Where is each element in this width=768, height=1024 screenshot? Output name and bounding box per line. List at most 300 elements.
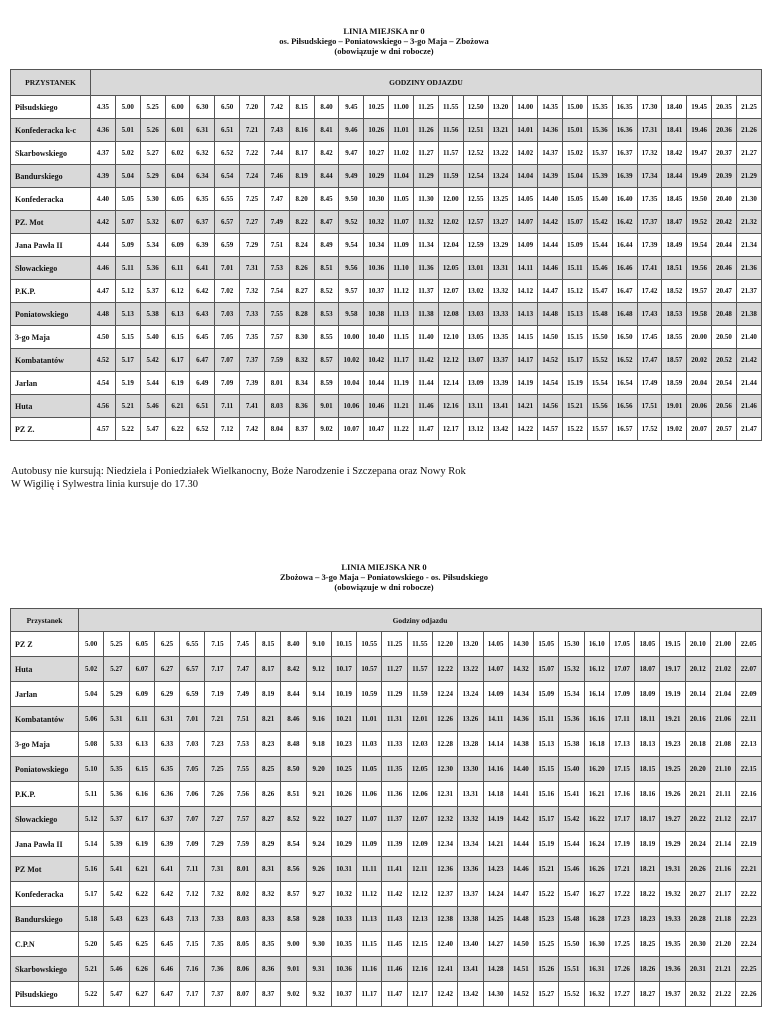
departure-time: 14.19: [513, 372, 538, 395]
departure-time: 14.42: [538, 211, 563, 234]
departure-time: 5.43: [104, 907, 129, 932]
departure-time: 10.57: [357, 657, 382, 682]
departure-time: 14.48: [508, 907, 533, 932]
departure-time: 8.45: [314, 188, 339, 211]
departure-time: 5.17: [79, 882, 104, 907]
departure-time: 21.32: [736, 211, 761, 234]
departure-time: 5.30: [140, 188, 165, 211]
departure-time: 21.02: [711, 657, 736, 682]
departure-time: 7.43: [264, 119, 289, 142]
departure-time: 7.33: [205, 907, 230, 932]
departure-time: 6.27: [154, 657, 179, 682]
departure-time: 19.52: [687, 211, 712, 234]
departure-time: 8.17: [289, 142, 314, 165]
departure-time: 15.09: [534, 682, 559, 707]
stop-name: Bandurskiego: [11, 165, 91, 188]
departure-time: 19.21: [660, 707, 685, 732]
departure-time: 18.22: [635, 882, 660, 907]
departure-time: 5.20: [79, 932, 104, 957]
departure-time: 12.08: [438, 303, 463, 326]
departure-time: 6.29: [154, 682, 179, 707]
departure-time: 14.07: [483, 657, 508, 682]
departure-time: 7.51: [264, 234, 289, 257]
departure-time: 6.51: [215, 119, 240, 142]
departure-time: 22.13: [736, 732, 762, 757]
departure-time: 8.27: [289, 280, 314, 303]
departure-time: 6.39: [154, 832, 179, 857]
departure-time: 16.14: [584, 682, 609, 707]
departure-time: 6.09: [165, 234, 190, 257]
departure-time: 11.12: [357, 882, 382, 907]
departure-time: 6.42: [154, 882, 179, 907]
stop-name: Huta: [11, 657, 79, 682]
departure-time: 5.05: [115, 188, 140, 211]
departure-time: 5.33: [104, 732, 129, 757]
departure-time: 11.00: [389, 96, 414, 119]
departure-time: 20.07: [687, 418, 712, 441]
departure-time: 8.15: [289, 96, 314, 119]
departure-time: 6.35: [154, 757, 179, 782]
departure-time: 13.03: [463, 303, 488, 326]
departure-time: 22.24: [736, 932, 762, 957]
departure-time: 21.11: [711, 782, 736, 807]
departure-time: 5.07: [115, 211, 140, 234]
departure-time: 15.44: [587, 234, 612, 257]
departure-time: 13.20: [458, 632, 483, 657]
stop-name: Skarbowskiego: [11, 957, 79, 982]
departure-time: 9.49: [339, 165, 364, 188]
departure-time: 19.36: [660, 957, 685, 982]
stop-name: C.P.N: [11, 932, 79, 957]
departure-time: 14.37: [538, 142, 563, 165]
departure-time: 11.42: [382, 882, 407, 907]
departure-time: 4.57: [91, 418, 116, 441]
departure-time: 10.36: [331, 957, 356, 982]
stop-column-header: PRZYSTANEK: [11, 70, 91, 96]
departure-time: 17.17: [609, 807, 634, 832]
departure-time: 6.37: [190, 211, 215, 234]
departure-time: 4.44: [91, 234, 116, 257]
departure-time: 6.55: [180, 632, 205, 657]
timetable-2-title: LINIA MIEJSKA NR 0: [341, 562, 427, 572]
departure-time: 12.01: [407, 707, 432, 732]
departure-time: 10.17: [331, 657, 356, 682]
departure-time: 5.40: [140, 326, 165, 349]
departure-time: 14.28: [483, 957, 508, 982]
departure-time: 13.39: [488, 372, 513, 395]
departure-time: 22.16: [736, 782, 762, 807]
departure-time: 10.47: [364, 418, 389, 441]
departure-time: 16.47: [612, 280, 637, 303]
departure-time: 12.13: [407, 907, 432, 932]
timetable-row: [11, 732, 762, 757]
departure-time: 20.52: [712, 349, 737, 372]
departure-time: 5.11: [115, 257, 140, 280]
departure-time: 21.18: [711, 907, 736, 932]
timetable-row: [11, 303, 762, 326]
departure-time: 8.07: [230, 982, 255, 1007]
departure-time: 8.42: [281, 657, 306, 682]
departure-time: 15.40: [559, 757, 584, 782]
timetable-row: [11, 326, 762, 349]
departure-time: 14.30: [483, 982, 508, 1007]
departure-time: 6.59: [215, 234, 240, 257]
departure-time: 12.55: [463, 188, 488, 211]
departure-time: 11.17: [357, 982, 382, 1007]
departure-time: 12.54: [463, 165, 488, 188]
departure-time: 13.29: [488, 234, 513, 257]
departure-time: 13.38: [458, 907, 483, 932]
departure-time: 8.51: [314, 257, 339, 280]
departure-time: 7.59: [230, 832, 255, 857]
departure-time: 17.05: [609, 632, 634, 657]
departure-time: 13.20: [488, 96, 513, 119]
departure-time: 8.17: [255, 657, 280, 682]
departure-time: 7.03: [180, 732, 205, 757]
departure-time: 21.42: [736, 349, 761, 372]
departure-time: 18.52: [662, 280, 687, 303]
departure-time: 13.21: [488, 119, 513, 142]
departure-time: 9.46: [339, 119, 364, 142]
departure-time: 5.06: [79, 707, 104, 732]
departure-time: 5.25: [104, 632, 129, 657]
departure-time: 6.52: [215, 142, 240, 165]
departure-time: 7.15: [205, 632, 230, 657]
departure-time: 16.20: [584, 757, 609, 782]
departure-time: 20.44: [712, 234, 737, 257]
departure-time: 18.23: [635, 907, 660, 932]
timetable-row: [11, 142, 762, 165]
departure-time: 15.50: [587, 326, 612, 349]
departure-time: 22.15: [736, 757, 762, 782]
departure-time: 21.47: [736, 418, 761, 441]
departure-time: 7.05: [180, 757, 205, 782]
departure-time: 5.02: [115, 142, 140, 165]
departure-time: 16.28: [584, 907, 609, 932]
departure-time: 18.55: [662, 326, 687, 349]
departure-time: 22.07: [736, 657, 762, 682]
departure-time: 9.01: [281, 957, 306, 982]
departure-time: 21.29: [736, 165, 761, 188]
departure-time: 16.48: [612, 303, 637, 326]
departure-time: 9.56: [339, 257, 364, 280]
departure-time: 7.09: [215, 372, 240, 395]
departure-time: 14.46: [538, 257, 563, 280]
departure-time: 11.37: [382, 807, 407, 832]
departure-time: 5.16: [79, 857, 104, 882]
timetable-row: [11, 349, 762, 372]
departure-time: 10.30: [364, 188, 389, 211]
departure-time: 7.42: [240, 418, 265, 441]
departure-time: 7.12: [180, 882, 205, 907]
departure-time: 15.46: [587, 257, 612, 280]
departure-time: 21.14: [711, 832, 736, 857]
departure-time: 5.46: [104, 957, 129, 982]
departure-time: 8.21: [255, 707, 280, 732]
departure-time: 14.18: [483, 782, 508, 807]
departure-time: 15.48: [559, 907, 584, 932]
departure-time: 8.05: [230, 932, 255, 957]
departure-time: 7.19: [205, 682, 230, 707]
departure-time: 21.40: [736, 326, 761, 349]
departure-time: 12.40: [432, 932, 457, 957]
departure-time: 12.24: [432, 682, 457, 707]
departure-time: 17.21: [609, 857, 634, 882]
departure-time: 20.06: [687, 395, 712, 418]
departure-time: 8.32: [289, 349, 314, 372]
departure-time: 11.26: [413, 119, 438, 142]
departure-time: 15.02: [563, 142, 588, 165]
departure-time: 7.25: [205, 757, 230, 782]
departure-time: 5.00: [79, 632, 104, 657]
stop-name: Jarlan: [11, 372, 91, 395]
departure-time: 7.23: [205, 732, 230, 757]
departure-time: 14.32: [508, 657, 533, 682]
departure-time: 11.59: [407, 682, 432, 707]
departure-time: 8.57: [314, 349, 339, 372]
stop-name: Piłsudskiego: [11, 982, 79, 1007]
departure-time: 10.25: [331, 757, 356, 782]
stop-name: Konfederacka: [11, 882, 79, 907]
departure-time: 15.00: [563, 96, 588, 119]
departure-time: 8.29: [255, 832, 280, 857]
departure-time: 18.15: [635, 757, 660, 782]
departure-time: 4.42: [91, 211, 116, 234]
departure-time: 11.40: [413, 326, 438, 349]
departure-time: 14.15: [513, 326, 538, 349]
stop-column-header: Przystanek: [11, 609, 79, 632]
departure-time: 8.57: [281, 882, 306, 907]
departure-time: 6.21: [165, 395, 190, 418]
departure-time: 7.55: [264, 303, 289, 326]
timetable-2-validity: (obowiązuje w dni robocze): [334, 582, 434, 592]
departure-time: 8.23: [255, 732, 280, 757]
departure-time: 10.04: [339, 372, 364, 395]
departure-time: 12.57: [463, 211, 488, 234]
departure-time: 10.06: [339, 395, 364, 418]
departure-time: 15.47: [587, 280, 612, 303]
departure-time: 9.22: [306, 807, 331, 832]
departure-time: 5.29: [104, 682, 129, 707]
departure-time: 12.31: [432, 782, 457, 807]
departure-time: 12.03: [407, 732, 432, 757]
departure-time: 16.16: [584, 707, 609, 732]
departure-time: 8.26: [255, 782, 280, 807]
departure-time: 10.29: [364, 165, 389, 188]
departure-time: 18.53: [662, 303, 687, 326]
timetable-row: [11, 782, 762, 807]
departure-time: 7.01: [215, 257, 240, 280]
departure-time: 14.47: [538, 280, 563, 303]
departure-time: 7.06: [180, 782, 205, 807]
departure-time: 6.46: [154, 957, 179, 982]
departure-time: 5.26: [140, 119, 165, 142]
departure-time: 11.33: [382, 732, 407, 757]
departure-time: 16.22: [584, 807, 609, 832]
departure-time: 6.42: [190, 280, 215, 303]
timetable-2-route: Zbożowa – 3-go Maja – Poniatowskiego - os. Piłsudskiego: [279, 572, 489, 582]
departure-time: 18.16: [635, 782, 660, 807]
departure-time: 13.26: [458, 707, 483, 732]
stop-name: Kombatantów: [11, 707, 79, 732]
departure-time: 20.56: [712, 395, 737, 418]
departure-time: 10.40: [364, 326, 389, 349]
departure-time: 7.39: [240, 372, 265, 395]
departure-time: 17.31: [637, 119, 662, 142]
timetable-row: [11, 957, 762, 982]
departure-time: 9.26: [306, 857, 331, 882]
departure-time: 14.47: [508, 882, 533, 907]
departure-time: 19.02: [662, 418, 687, 441]
departure-time: 11.38: [413, 303, 438, 326]
departure-time: 14.52: [538, 349, 563, 372]
departure-time: 17.37: [637, 211, 662, 234]
departure-time: 19.31: [660, 857, 685, 882]
departure-time: 16.31: [584, 957, 609, 982]
departure-time: 20.28: [685, 907, 710, 932]
departure-time: 13.27: [488, 211, 513, 234]
departure-time: 20.47: [712, 280, 737, 303]
departure-time: 15.51: [559, 957, 584, 982]
departure-time: 14.16: [483, 757, 508, 782]
timetable-1-header: [0, 26, 768, 56]
departure-time: 8.56: [281, 857, 306, 882]
departure-time: 13.28: [458, 732, 483, 757]
departure-time: 7.44: [264, 142, 289, 165]
departure-time: 9.01: [314, 395, 339, 418]
departure-time: 9.31: [306, 957, 331, 982]
departure-time: 5.34: [140, 234, 165, 257]
departure-time: 11.46: [413, 395, 438, 418]
departure-time: 20.16: [685, 707, 710, 732]
departure-time: 6.39: [190, 234, 215, 257]
departure-time: 13.42: [488, 418, 513, 441]
departure-time: 10.15: [331, 632, 356, 657]
departures-column-header: GODZINY ODJAZDU: [91, 70, 762, 96]
timetable-1-validity: (obowiązuje w dni robocze): [334, 46, 434, 56]
departure-time: 8.48: [281, 732, 306, 757]
departure-time: 8.16: [289, 119, 314, 142]
departure-time: 19.57: [687, 280, 712, 303]
departure-time: 15.17: [563, 349, 588, 372]
departure-time: 4.52: [91, 349, 116, 372]
departure-time: 21.20: [711, 932, 736, 957]
departure-time: 7.26: [205, 782, 230, 807]
departure-time: 7.27: [240, 211, 265, 234]
departure-time: 7.05: [215, 326, 240, 349]
departure-time: 13.36: [458, 857, 483, 882]
departure-time: 16.32: [584, 982, 609, 1007]
departure-time: 6.05: [129, 632, 154, 657]
departure-time: 6.11: [165, 257, 190, 280]
departure-time: 10.23: [331, 732, 356, 757]
departure-time: 8.52: [314, 280, 339, 303]
departure-time: 11.01: [357, 707, 382, 732]
departure-time: 11.09: [357, 832, 382, 857]
departure-time: 7.12: [215, 418, 240, 441]
departure-time: 6.01: [165, 119, 190, 142]
departure-time: 9.02: [314, 418, 339, 441]
departure-time: 15.11: [534, 707, 559, 732]
departure-time: 19.19: [660, 682, 685, 707]
departure-time: 20.14: [685, 682, 710, 707]
departure-time: 7.53: [230, 732, 255, 757]
departure-time: 12.09: [407, 832, 432, 857]
stop-name: Huta: [11, 395, 91, 418]
departure-time: 15.19: [563, 372, 588, 395]
departure-time: 7.20: [240, 96, 265, 119]
departure-time: 14.39: [538, 165, 563, 188]
departure-time: 13.24: [458, 682, 483, 707]
departure-time: 21.22: [711, 982, 736, 1007]
departure-time: 14.27: [483, 932, 508, 957]
departure-time: 18.51: [662, 257, 687, 280]
departure-time: 16.30: [584, 932, 609, 957]
departure-time: 12.00: [438, 188, 463, 211]
departure-time: 7.57: [264, 326, 289, 349]
departure-time: 7.37: [240, 349, 265, 372]
departure-time: 14.52: [508, 982, 533, 1007]
departure-time: 7.24: [240, 165, 265, 188]
departure-time: 8.36: [289, 395, 314, 418]
departure-time: 8.02: [230, 882, 255, 907]
departure-time: 20.27: [685, 882, 710, 907]
departure-time: 21.21: [711, 957, 736, 982]
timetable-row: [11, 395, 762, 418]
departure-time: 6.00: [165, 96, 190, 119]
departure-time: 10.27: [331, 807, 356, 832]
departure-time: 11.19: [389, 372, 414, 395]
stop-name: P.K.P.: [11, 782, 79, 807]
departure-time: 21.12: [711, 807, 736, 832]
departure-time: 22.23: [736, 907, 762, 932]
departure-time: 7.47: [264, 188, 289, 211]
departure-time: 11.04: [389, 165, 414, 188]
departure-time: 14.11: [483, 707, 508, 732]
departure-time: 7.59: [264, 349, 289, 372]
departure-time: 10.27: [364, 142, 389, 165]
departure-time: 8.44: [281, 682, 306, 707]
departure-time: 11.07: [357, 807, 382, 832]
departure-time: 18.49: [662, 234, 687, 257]
departure-time: 13.02: [463, 280, 488, 303]
departure-time: 17.19: [609, 832, 634, 857]
departure-time: 15.25: [534, 932, 559, 957]
departure-time: 5.15: [115, 326, 140, 349]
departure-time: 22.21: [736, 857, 762, 882]
departure-time: 22.19: [736, 832, 762, 857]
timetable-row: [11, 211, 762, 234]
departure-time: 19.32: [660, 882, 685, 907]
departure-time: 8.26: [289, 257, 314, 280]
departure-time: 8.33: [255, 907, 280, 932]
departure-time: 6.07: [165, 211, 190, 234]
departure-time: 10.19: [331, 682, 356, 707]
departure-time: 7.07: [215, 349, 240, 372]
departure-time: 6.22: [129, 882, 154, 907]
departure-time: 19.58: [687, 303, 712, 326]
departure-time: 18.13: [635, 732, 660, 757]
departure-time: 6.52: [190, 418, 215, 441]
departure-time: 15.56: [587, 395, 612, 418]
departure-time: 6.47: [154, 982, 179, 1007]
departure-time: 5.37: [140, 280, 165, 303]
departure-time: 11.03: [357, 732, 382, 757]
departure-time: 14.48: [538, 303, 563, 326]
departure-time: 5.22: [79, 982, 104, 1007]
departure-time: 7.55: [230, 757, 255, 782]
timetable-row: [11, 632, 762, 657]
